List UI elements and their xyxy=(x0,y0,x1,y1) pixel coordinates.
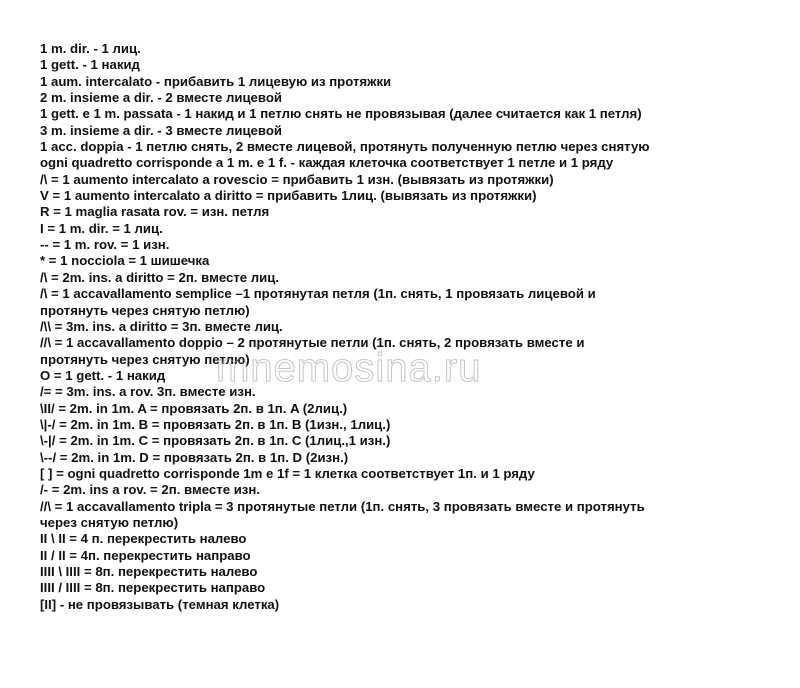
legend-line: 1 acc. doppia - 1 петлю снять, 2 вместе лицевой, протянуть полученную петлю через снятую xyxy=(40,139,650,155)
legend-line: II \ II = 4 п. перекрестить налево xyxy=(40,531,247,547)
legend-line: \II/ = 2m. in 1m. A = провязать 2п. в 1п. A (2лиц.) xyxy=(40,400,348,416)
legend-line: через снятую петлю) xyxy=(40,514,179,530)
legend-line: 1 aum. intercalato - прибавить 1 лицевую из протяжки xyxy=(40,73,392,89)
legend-line: 2 m. insieme a dir. - 2 вместе лицевой xyxy=(40,90,282,106)
legend-line: \--/ = 2m. in 1m. D = провязать 2п. в 1п. D (2изн.) xyxy=(40,449,349,465)
legend-line: [II] - не провязывать (темная клетка) xyxy=(40,596,280,612)
legend-line: I = 1 m. dir. = 1 лиц. xyxy=(40,220,163,236)
legend-line: 1 m. dir. - 1 лиц. xyxy=(40,41,141,56)
legend-line: /- = 2m. ins a rov. = 2п. вместе изн. xyxy=(40,482,260,498)
legend-line: V = 1 aumento intercalato a diritto = прибавить 1лиц. (вывязать из протяжки) xyxy=(40,188,537,204)
legend-line: -- = 1 m. rov. = 1 изн. xyxy=(40,237,170,253)
legend-line: R = 1 maglia rasata rov. = изн. петля xyxy=(40,204,270,220)
legend-line: //\ = 1 accavallamento doppio – 2 протянутые петли (1п. снять, 2 провязать вместе и xyxy=(40,335,585,351)
legend-line: II / II = 4п. перекрестить направо xyxy=(40,547,251,563)
watermark: mnemosina.ru xyxy=(216,346,482,390)
legend-line: O = 1 gett. - 1 накид xyxy=(40,367,166,383)
legend-line: IIII \ IIII = 8п. перекрестить налево xyxy=(40,564,258,579)
legend-line: /= = 3m. ins. a rov. 3п. вместе изн. xyxy=(40,384,256,400)
legend-line: \|-/ = 2m. in 1m. B = провязать 2п. в 1п. B (1изн., 1лиц.) xyxy=(40,416,391,432)
legend-line: \-|/ = 2m. in 1m. C = провязать 2п. в 1п. C (1лиц.,1 изн.) xyxy=(40,433,391,449)
legend-line: протянуть через снятую петлю) xyxy=(40,351,250,367)
legend-line: 1 gett. e 1 m. passata - 1 накид и 1 петлю снять не провязывая (далее считается как 1 петля) xyxy=(40,106,642,122)
legend-line: протянуть через снятую петлю) xyxy=(40,302,250,318)
legend-line: ogni quadretto corrisponde a 1 m. e 1 f. - каждая клеточка соответствует 1 петле и 1 ряду xyxy=(40,155,614,171)
legend-line: //\ = 1 accavallamento tripla = 3 протянутые петли (1п. снять, 3 провязать вместе и протянуть xyxy=(40,498,645,514)
legend-line: IIII / IIII = 8п. перекрестить направо xyxy=(40,580,266,596)
legend-line: [ ] = ogni quadretto corrisponde 1m e 1f = 1 клетка соответствует 1п. и 1 ряду xyxy=(40,465,535,481)
legend-list xyxy=(40,41,780,613)
legend-line: /\ = 1 accavallamento semplice –1 протянутая петля (1п. снять, 1 провязать лицевой и xyxy=(40,286,596,302)
legend-line: /\ = 2m. ins. a diritto = 2п. вместе лиц. xyxy=(40,269,280,285)
legend-line: /\\ = 3m. ins. a diritto = 3п. вместе лиц. xyxy=(40,318,283,334)
legend-line: * = 1 nocciola = 1 шишечка xyxy=(40,253,210,269)
legend-line: /\ = 1 aumento intercalato a rovescio = прибавить 1 изн. (вывязать из протяжки) xyxy=(40,171,554,187)
legend-line: 3 m. insieme a dir. - 3 вместе лицевой xyxy=(40,122,282,138)
legend-line: 1 gett. - 1 накид xyxy=(40,57,140,73)
